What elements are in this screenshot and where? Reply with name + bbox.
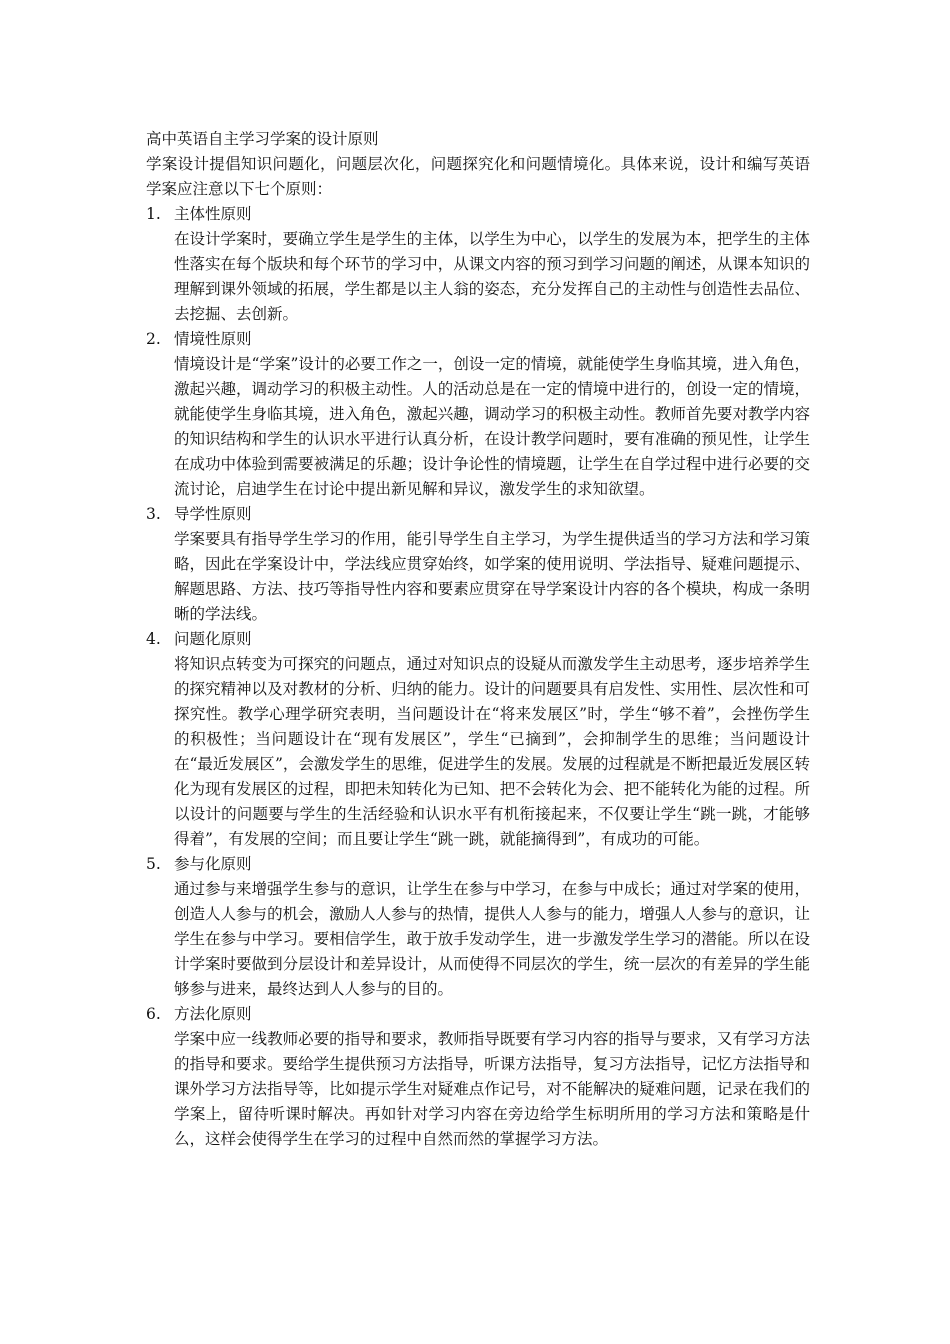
- principle-text: 将知识点转变为可探究的问题点，通过对知识点的设疑从而激发学生主动思考，逐步培养学生的探究精神以及对教材的分析、归纳的能力。设计的问题要具有启发性、实用性、层次性和可探究性。教学心理学研究表明，当问题设计在“将来发展区”时，学生“够不着”，会挫伤学生的积极性；当问题设计在“现有发展区”，学生“已摘到”，会抑制学生的思维；当问题设计在“最近发展区”，会激发学生的思维，促进学生的发展。发展的过程就是不断把最近发展区转化为现有发展区的过程，即把未知转化为已知、把不会转化为会、把不能转化为能的过程。所以设计的问题要与学生的生活经验和认识水平有机衔接起来，不仅要让学生“跳一跳，才能够得着”，有发展的空间；而且要让学生“跳一跳，就能摘得到”，有成功的可能。: [174, 655, 810, 848]
- principle-number: 6.: [146, 1005, 161, 1023]
- principle-item: [146, 327, 810, 502]
- principle-heading-row: [146, 852, 810, 877]
- principle-heading: 情境性原则: [174, 330, 252, 348]
- principle-text: 学案要具有指导学生学习的作用，能引导学生自主学习，为学生提供适当的学习方法和学习策略，因此在学案设计中，学法线应贯穿始终，如学案的使用说明、学法指导、疑难问题提示、解题思路、方法、技巧等指导性内容和要素应贯穿在导学案设计内容的各个模块，构成一条明晰的学法线。: [174, 530, 810, 623]
- principle-heading-row: [146, 627, 810, 652]
- principle-heading-row: [146, 502, 810, 527]
- principle-item: [146, 502, 810, 627]
- principle-item: [146, 627, 810, 852]
- principle-item: [146, 852, 810, 1002]
- principle-text: 学案中应一线教师必要的指导和要求，教师指导既要有学习内容的指导与要求，又有学习方法的指导和要求。要给学生提供预习方法指导，听课方法指导，复习方法指导，记忆方法指导和课外学习方法指导等，比如提示学生对疑难点作记号，对不能解决的疑难问题，记录在我们的学案上，留待听课时解决。再如针对学习内容在旁边给学生标明所用的学习方法和策略是什么，这样会使得学生在学习的过程中自然而然的掌握学习方法。: [174, 1030, 810, 1148]
- principle-heading: 主体性原则: [174, 205, 252, 223]
- principle-item: [146, 1002, 810, 1152]
- principle-heading: 参与化原则: [174, 855, 252, 873]
- principle-number: 5.: [146, 855, 161, 873]
- principle-heading-row: [146, 327, 810, 352]
- intro-paragraph: 学案设计提倡知识问题化，问题层次化，问题探究化和问题情境化。具体来说，设计和编写英语学案应注意以下七个原则：: [146, 155, 810, 198]
- principle-text: 在设计学案时，要确立学生是学生的主体，以学生为中心，以学生的发展为本，把学生的主体性落实在每个版块和每个环节的学习中，从课文内容的预习到学习问题的阐述，从课本知识的理解到课外领域的拓展，学生都是以主人翁的姿态，充分发挥自己的主动性与创造性去品位、去挖掘、去创新。: [174, 230, 810, 323]
- principle-heading-row: [146, 202, 810, 227]
- principle-heading: 问题化原则: [174, 630, 252, 648]
- principle-number: 2.: [146, 330, 161, 348]
- principle-number: 3.: [146, 505, 161, 523]
- principle-number: 4.: [146, 630, 161, 648]
- principle-heading: 方法化原则: [174, 1005, 252, 1023]
- principle-heading-row: [146, 1002, 810, 1027]
- principle-heading: 导学性原则: [174, 505, 252, 523]
- principle-text: 情境设计是“学案”设计的必要工作之一，创设一定的情境，就能使学生身临其境，进入角色，激起兴趣，调动学习的积极主动性。人的活动总是在一定的情境中进行的，创设一定的情境，就能使学生身临其境，进入角色，激起兴趣，调动学习的积极主动性。教师首先要对教学内容的知识结构和学生的认识水平进行认真分析，在设计教学问题时，要有准确的预见性，让学生在成功中体验到需要被满足的乐趣；设计争论性的情境题，让学生在自学过程中进行必要的交流讨论，启迪学生在讨论中提出新见解和异议，激发学生的求知欲望。: [174, 355, 810, 498]
- document-page: [146, 127, 810, 1152]
- principle-item: [146, 202, 810, 327]
- principles-list: [146, 202, 810, 1152]
- principle-number: 1.: [146, 205, 161, 223]
- document-title: 高中英语自主学习学案的设计原则: [146, 130, 379, 148]
- principle-text: 通过参与来增强学生参与的意识，让学生在参与中学习，在参与中成长；通过对学案的使用，创造人人参与的机会，激励人人参与的热情，提供人人参与的能力，增强人人参与的意识，让学生在参与中学习。要相信学生，敢于放手发动学生，进一步激发学生学习的潜能。所以在设计学案时要做到分层设计和差异设计，从而使得不同层次的学生，统一层次的有差异的学生能够参与进来，最终达到人人参与的目的。: [174, 880, 810, 998]
